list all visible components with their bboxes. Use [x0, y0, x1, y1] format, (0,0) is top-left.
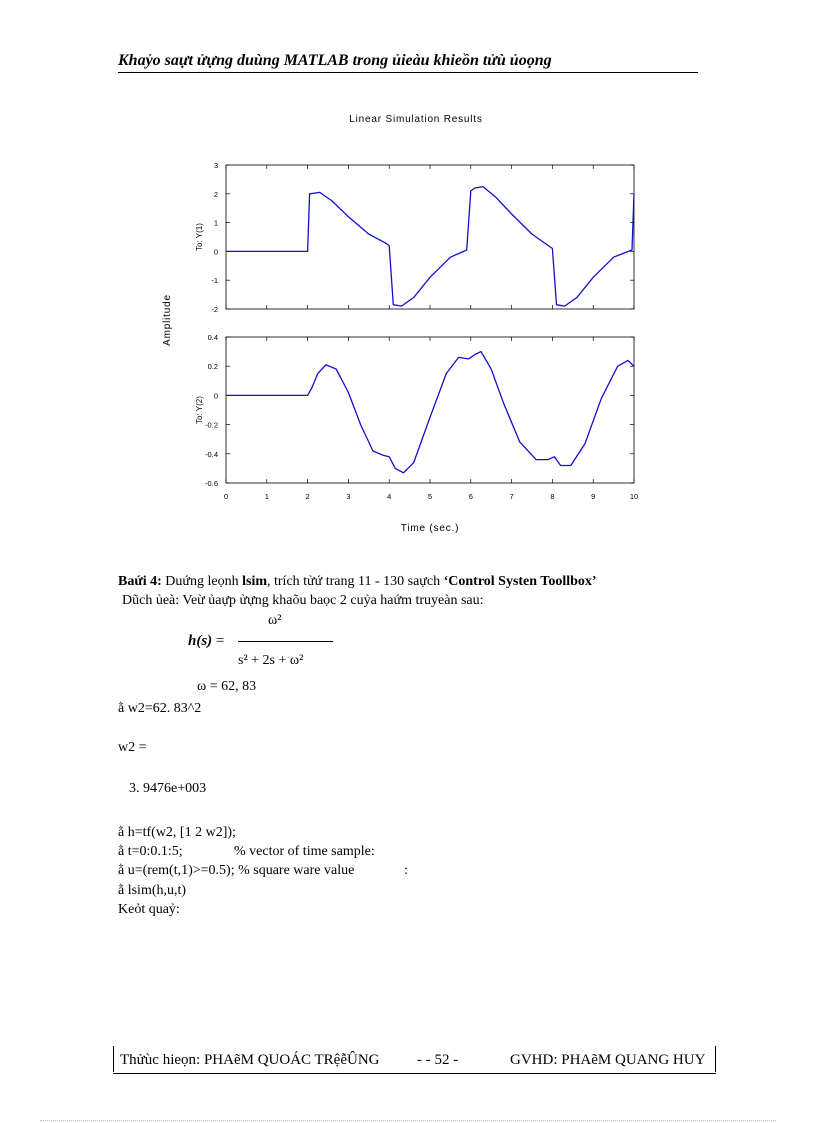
y-tick-label: -2 — [211, 305, 218, 314]
footer-right-rule — [715, 1046, 716, 1072]
page-header-title: Khaỷo saựt ửựng duùng MATLAB trong ủieàu khieồn tửù ủoọng — [118, 52, 552, 69]
output-line-1: w2 = — [118, 740, 147, 755]
y-tick-label: 2 — [213, 189, 218, 199]
x-tick-label: 0 — [223, 492, 229, 501]
plot-frame — [226, 165, 634, 309]
code-line-1: ằ w2=62. 83^2 — [118, 701, 202, 716]
y-tick-label: -1 — [211, 276, 218, 286]
x-tick-label: 1 — [264, 492, 269, 501]
chart-title: Linear Simulation Results — [349, 114, 483, 125]
output-line-2: 3. 9476e+003 — [129, 781, 207, 796]
panel-label: To: Y(2) — [195, 396, 204, 424]
y-tick-label: -0.2 — [205, 420, 218, 430]
y-tick-label: 0.2 — [207, 362, 218, 372]
header-rule — [118, 72, 698, 73]
formula-denominator: s² + 2s + ω² — [238, 653, 304, 668]
series-line-y1 — [226, 187, 634, 307]
exercise-command: lsim — [242, 574, 267, 589]
code-line-3: ằ t=0:0.1:5; — [118, 844, 183, 859]
fraction-bar — [238, 641, 333, 642]
y-tick-label: 3 — [213, 161, 218, 170]
exercise-statement — [118, 574, 597, 590]
plot-frame — [226, 337, 634, 483]
page-bottom-dotted-rule — [40, 1120, 776, 1121]
y-tick-label: 0 — [213, 247, 218, 257]
x-tick-label: 4 — [387, 492, 392, 501]
result-label: Keỏt quaỷ: — [118, 902, 180, 917]
exercise-label: Baứi 4: — [118, 574, 162, 589]
formula-lhs — [188, 633, 224, 650]
footer-author: Thửùc hieọn: PHAẽM QUOÁC TRệễÛNG — [120, 1052, 380, 1068]
linear-simulation-chart — [150, 105, 670, 545]
chart-panel-1 — [195, 161, 634, 314]
code-line-2: ằ h=tf(w2, [1 2 w2]); — [118, 825, 236, 840]
panel-label: To: Y(1) — [195, 223, 204, 251]
footer-page-number: - - 52 - — [417, 1052, 459, 1068]
footer-left-rule — [113, 1046, 114, 1072]
x-tick-label: 6 — [468, 492, 473, 501]
footer-supervisor: GVHD: PHAẽM QUANG HUY — [510, 1052, 706, 1068]
y-tick-label: -0.4 — [205, 449, 218, 459]
code-line-4: ằ u=(rem(t,1)>=0.5); % square ware value — [118, 863, 355, 878]
y-tick-label: 0.4 — [207, 333, 218, 342]
x-tick-label: 7 — [509, 492, 514, 501]
x-tick-label: 5 — [427, 492, 433, 501]
formula-equals: = — [212, 633, 225, 649]
y-axis-label: Amplitude — [162, 294, 173, 346]
chart-panel-2 — [195, 333, 638, 501]
formula-h: h(s) — [188, 633, 213, 649]
translation-line: Dũch ủeà: Veừ ủaựp ửựng khaõu baọc 2 cuỷa haứm truyeàn sau: — [122, 593, 484, 608]
formula-numerator: ω² — [268, 613, 282, 628]
exercise-text-1: Duứng leọnh — [161, 574, 243, 589]
y-tick-label: -0.6 — [205, 479, 218, 488]
x-tick-label: 2 — [305, 492, 310, 501]
omega-value: ω = 62, 83 — [197, 679, 257, 694]
x-tick-label: 9 — [591, 492, 596, 501]
y-tick-label: 1 — [213, 218, 218, 228]
x-tick-label: 8 — [550, 492, 555, 501]
x-tick-label: 3 — [346, 492, 351, 501]
x-axis-label: Time (sec.) — [400, 523, 460, 534]
y-tick-label: 0 — [213, 391, 218, 401]
code-line-5: ằ lsim(h,u,t) — [118, 883, 187, 898]
exercise-text-2: , trích tửứ trang 11 - 130 saựch — [267, 574, 444, 589]
footer-bottom-rule — [113, 1073, 716, 1074]
series-line-y2 — [226, 352, 634, 473]
x-tick-label: 10 — [629, 492, 639, 501]
exercise-book: ‘Control Systen Toollbox’ — [443, 574, 597, 589]
code-line-3-comment: % vector of time sample: — [234, 844, 375, 859]
code-line-4-colon: : — [404, 863, 408, 878]
